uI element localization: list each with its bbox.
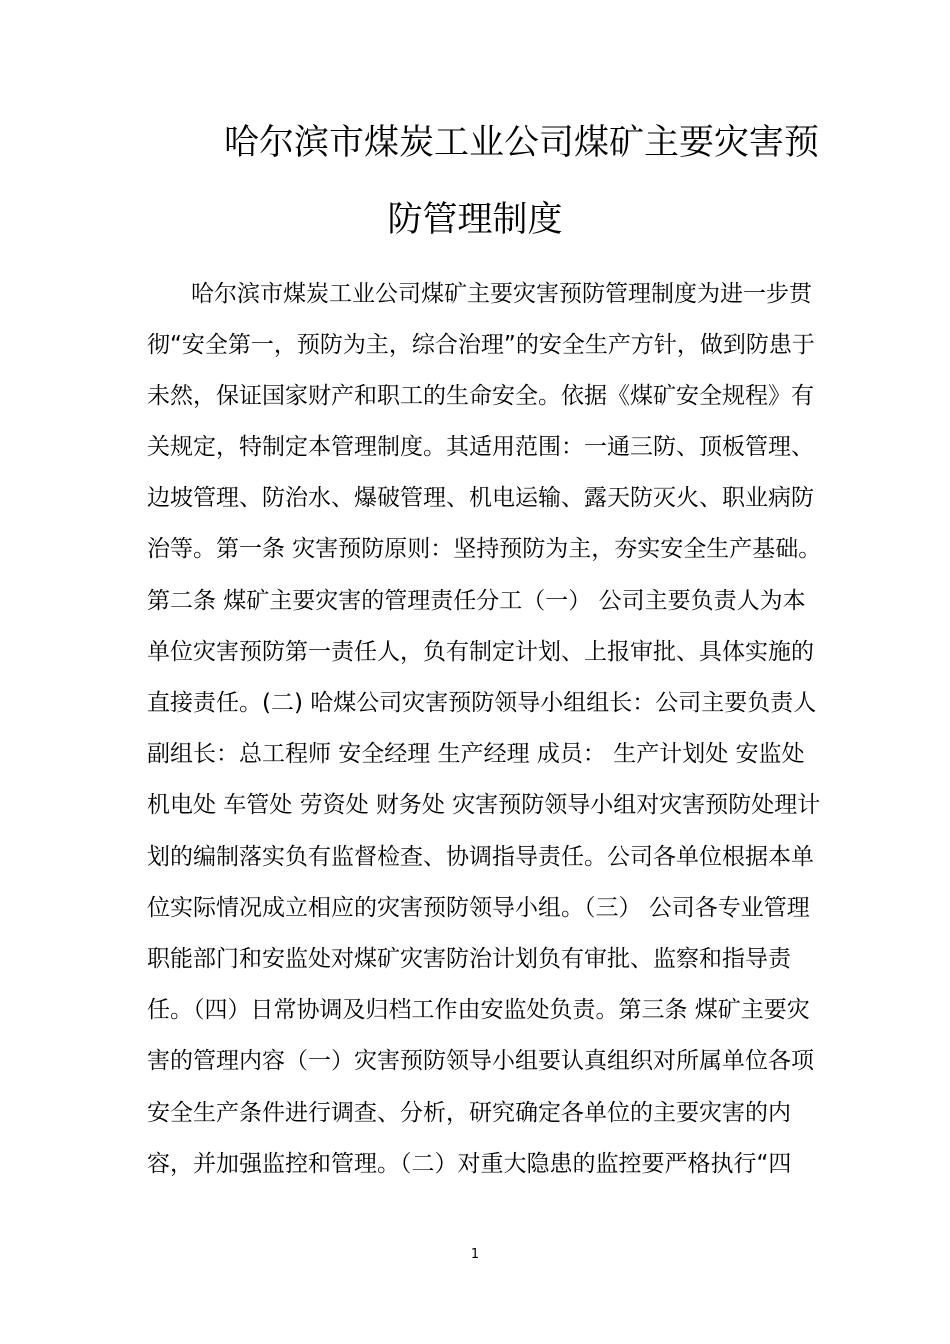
paragraph-line: 机电处 车管处 劳资处 财务处 灾害预防领导小组对灾害预防处理计 bbox=[147, 792, 821, 818]
document-title-line-1: 哈尔滨市煤炭工业公司煤矿主要灾害预 bbox=[224, 123, 820, 163]
paragraph-line: 未然，保证国家财产和职工的生命安全。依据《煤矿安全规程》有 bbox=[147, 383, 814, 409]
paragraph-line: 位实际情况成立相应的灾害预防领导小组。（三） 公司各专业管理 bbox=[147, 895, 810, 921]
paragraph-line: 哈尔滨市煤炭工业公司煤矿主要灾害预防管理制度为进一步贯 bbox=[191, 281, 812, 307]
paragraph-line: 任。（四）日常协调及归档工作由安监处负责。第三条 煤矿主要灾 bbox=[147, 997, 810, 1023]
paragraph-line: 关规定，特制定本管理制度。其适用范围：一通三防、顶板管理、 bbox=[147, 434, 814, 460]
paragraph-line: 单位灾害预防第一责任人，负有制定计划、上报审批、具体实施的 bbox=[147, 639, 814, 665]
paragraph-line: 第二条 煤矿主要灾害的管理责任分工（一） 公司主要负责人为本 bbox=[147, 588, 806, 614]
paragraph-line: 安全生产条件进行调查、分析，研究确定各单位的主要灾害的内 bbox=[147, 1100, 791, 1126]
document-title-line-2: 防管理制度 bbox=[387, 200, 563, 240]
paragraph-line: 害的管理内容（一）灾害预防领导小组要认真组织对所属单位各项 bbox=[147, 1048, 814, 1074]
paragraph-line: 职能部门和安监处对煤矿灾害防治计划负有审批、监察和指导责 bbox=[147, 946, 791, 972]
paragraph-line: 容，并加强监控和管理。（二）对重大隐患的监控要严格执行“四 bbox=[147, 1151, 792, 1177]
paragraph-line: 彻“安全第一，预防为主，综合治理”的安全生产方针，做到防患于 bbox=[147, 332, 815, 358]
paragraph-line: 边坡管理、防治水、爆破管理、机电运输、露天防灭火、职业病防 bbox=[147, 485, 814, 511]
paragraph-line: 划的编制落实负有监督检查、协调指导责任。公司各单位根据本单 bbox=[147, 844, 814, 870]
paragraph-line: 副组长：总工程师 安全经理 生产经理 成员： 生产计划处 安监处 bbox=[147, 741, 805, 767]
paragraph-line: 治等。第一条 灾害预防原则：坚持预防为主，夯实安全生产基础。 bbox=[147, 536, 822, 562]
paragraph-line: 直接责任。(二) 哈煤公司灾害预防领导小组组长：公司主要负责人 bbox=[147, 690, 817, 716]
page-number: 1 bbox=[470, 1247, 480, 1262]
